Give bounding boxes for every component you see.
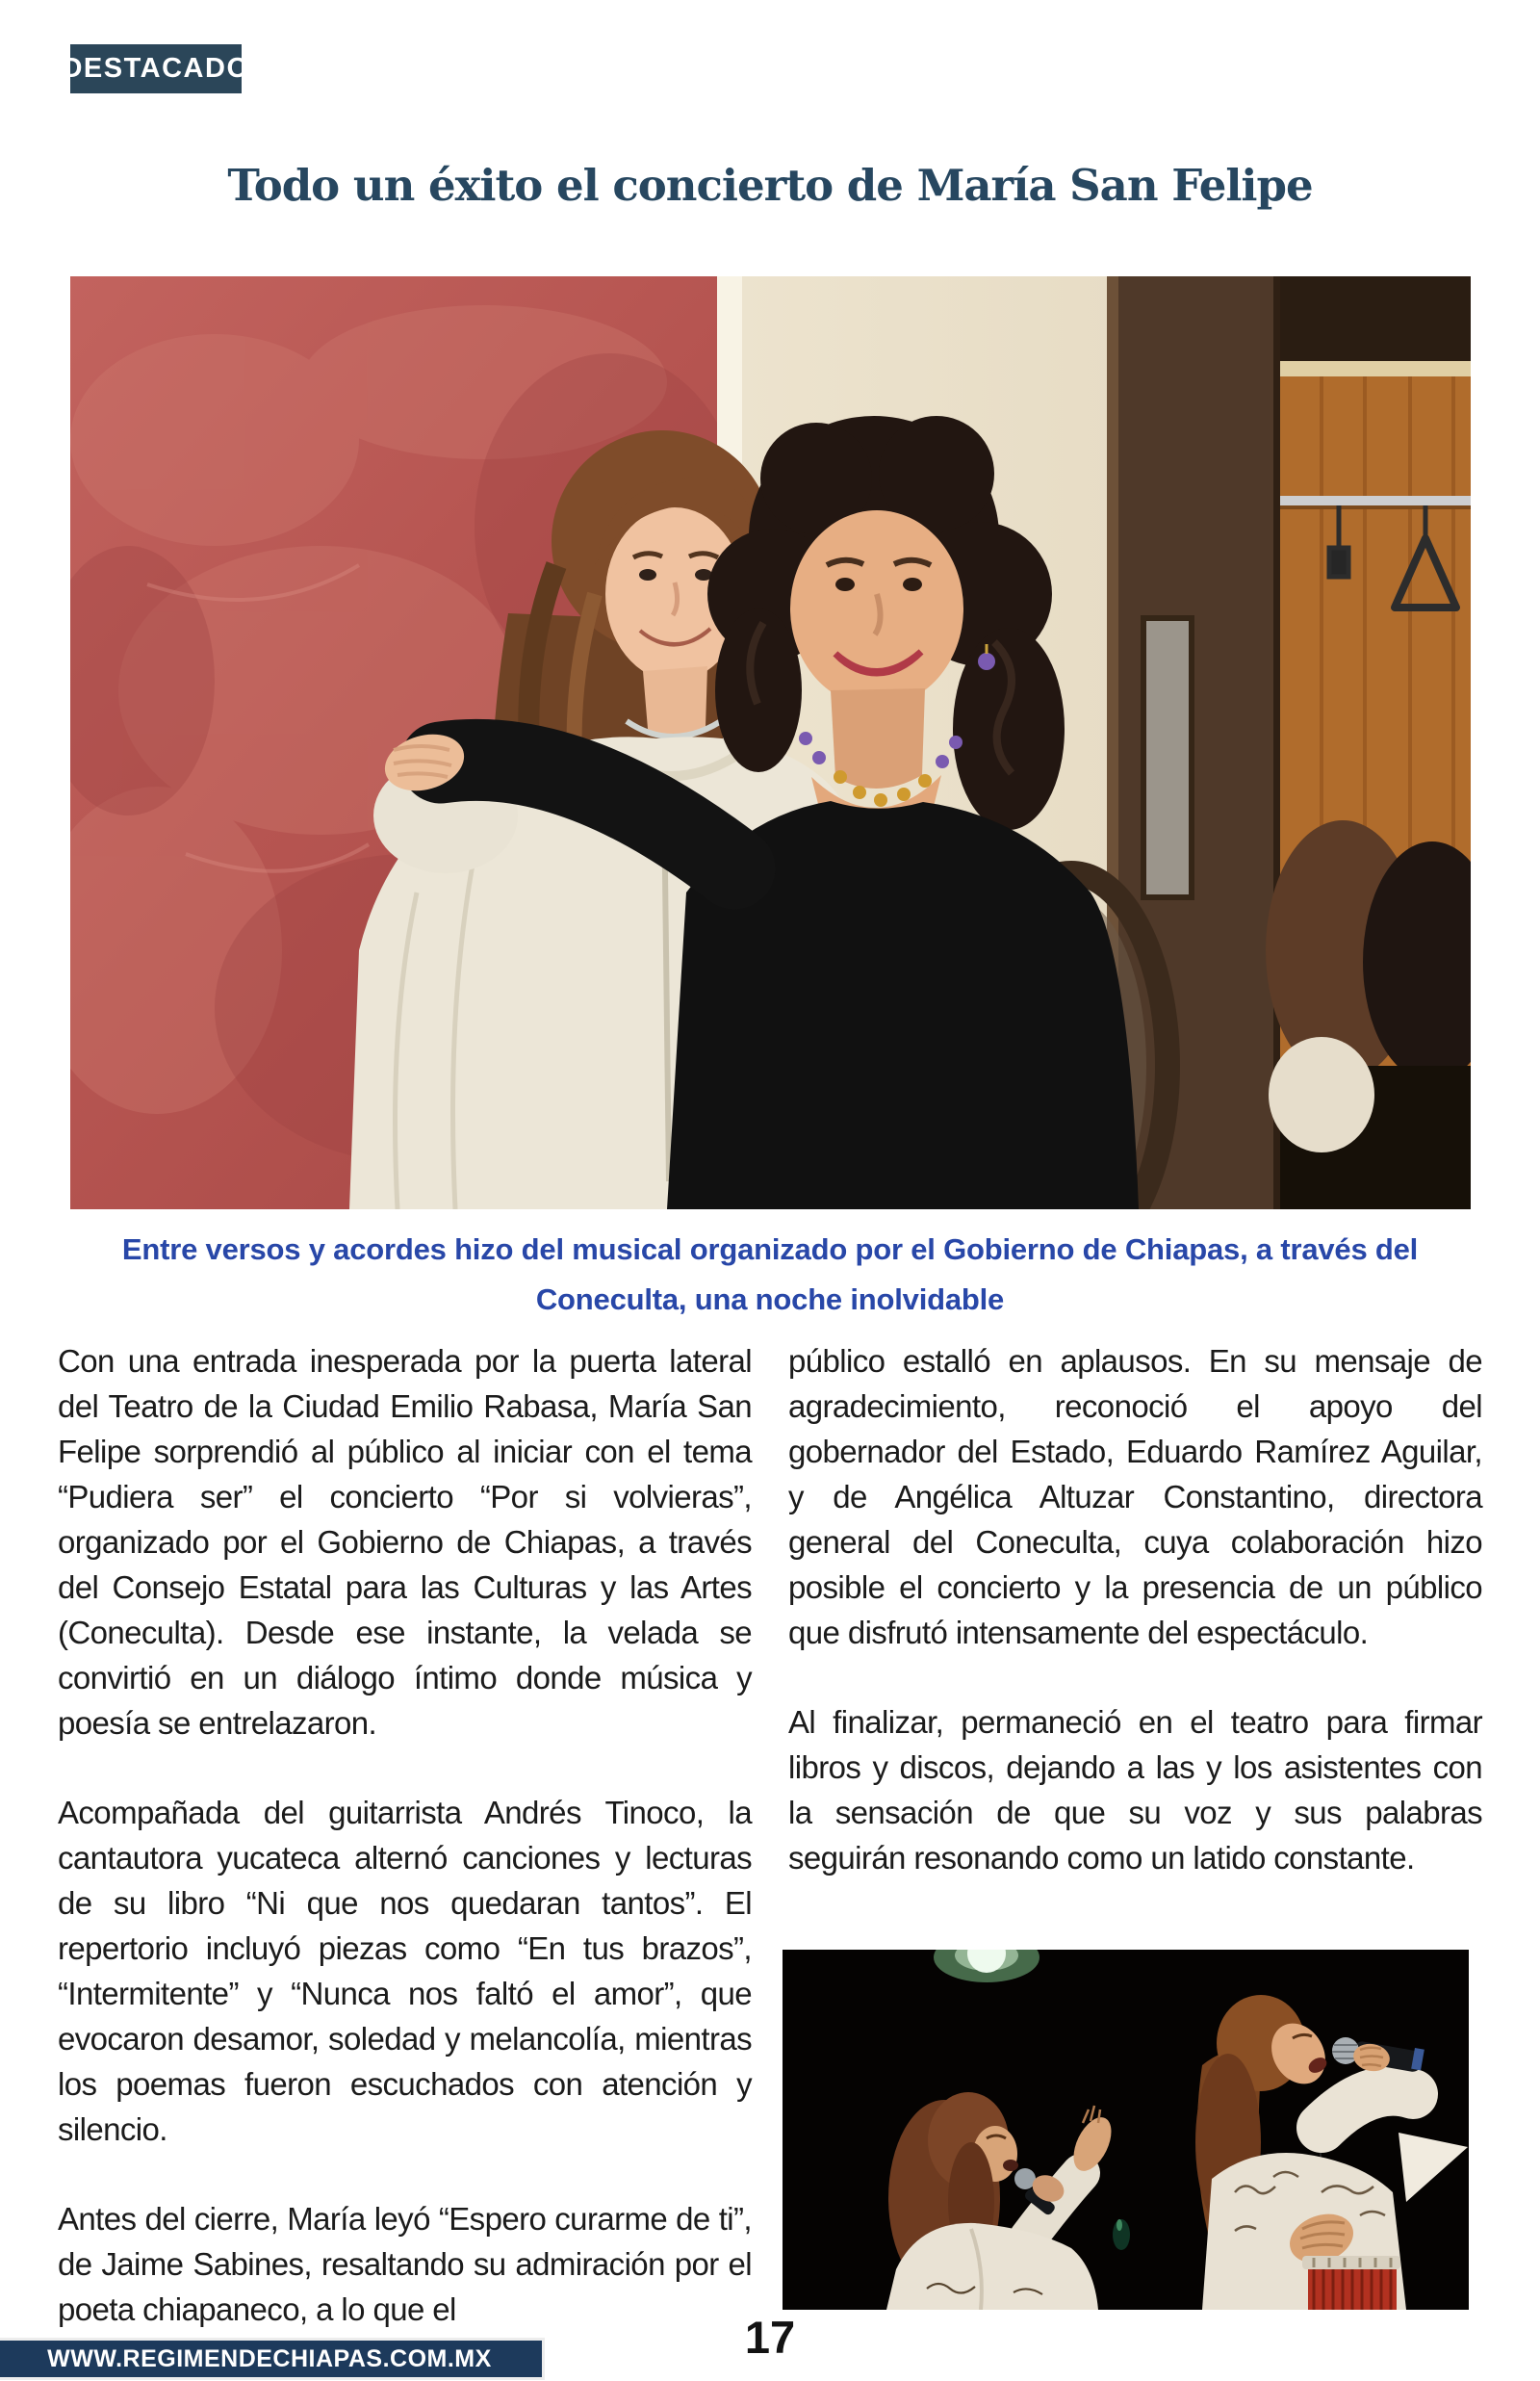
paragraph: Con una entrada inesperada por la puerta lateral del Teatro de la Ciudad Emilio Rabasa, María San Felipe sorprendió al público al iniciar con el tema “Pudiera ser” el concierto “Por si volvieras”, organizado por el Gobierno de Chiapas, a través del Consejo Estatal para las Culturas y las Artes (Coneculta). Desde ese instante, la velada se convirtió en un diálogo íntimo donde música y poesía se entrelazaron. [58, 1343, 752, 1741]
dressing-room-photo [70, 276, 1471, 1209]
concert-photo-illustration [783, 1950, 1469, 2310]
mirror-reflection [1266, 276, 1471, 1209]
concert-photo [783, 1950, 1469, 2310]
paragraph: público estalló en aplausos. En su mensaje de agradecimiento, reconoció el apoyo del gobernador del Estado, Eduardo Ramírez Aguilar, y de Angélica Altuzar Constantino, directora general del Coneculta, cuya colaboración hizo posible el concierto y la presencia de un público que disfrutó intensamente del espectáculo. [788, 1343, 1482, 1650]
footer-url-bar [0, 2338, 545, 2380]
footer-url: WWW.REGIMENDECHIAPAS.COM.MX [47, 2344, 492, 2372]
photo-caption: Entre versos y acordes hizo del musical organizado por el Gobierno de Chiapas, a través del Coneculta, una noche inolvidable [121, 1232, 1419, 1316]
paragraph: Antes del cierre, María leyó “Espero curarme de ti”, de Jaime Sabines, resaltando su admiración por el poeta chiapaneco, a lo que el [58, 2201, 752, 2327]
paragraph: Al finalizar, permaneció en el teatro para firmar libros y discos, dejando a las y los asistentes con la sensación de que su voz y sus palabras seguirán resonando como un latido constante. [788, 1704, 1482, 1876]
article-headline: Todo un éxito el concierto de María San Felipe [227, 160, 1313, 211]
page-number: 17 [744, 2312, 796, 2363]
article-column-1 [58, 1338, 752, 2376]
section-badge: DESTACADO [70, 44, 242, 93]
paragraph: Acompañada del guitarrista Andrés Tinoco, la cantautora yucateca alternó canciones y lecturas de su libro “Ni que nos quedaran tantos”. El repertorio incluyó piezas como “En tus brazos”, “Intermitente” y “Nunca nos faltó el amor”, que evocaron desamor, soledad y melancolía, mientras los poemas fueron escuchados con atención y silencio. [58, 1795, 752, 2147]
dressing-room-photo-illustration [70, 276, 1471, 1209]
